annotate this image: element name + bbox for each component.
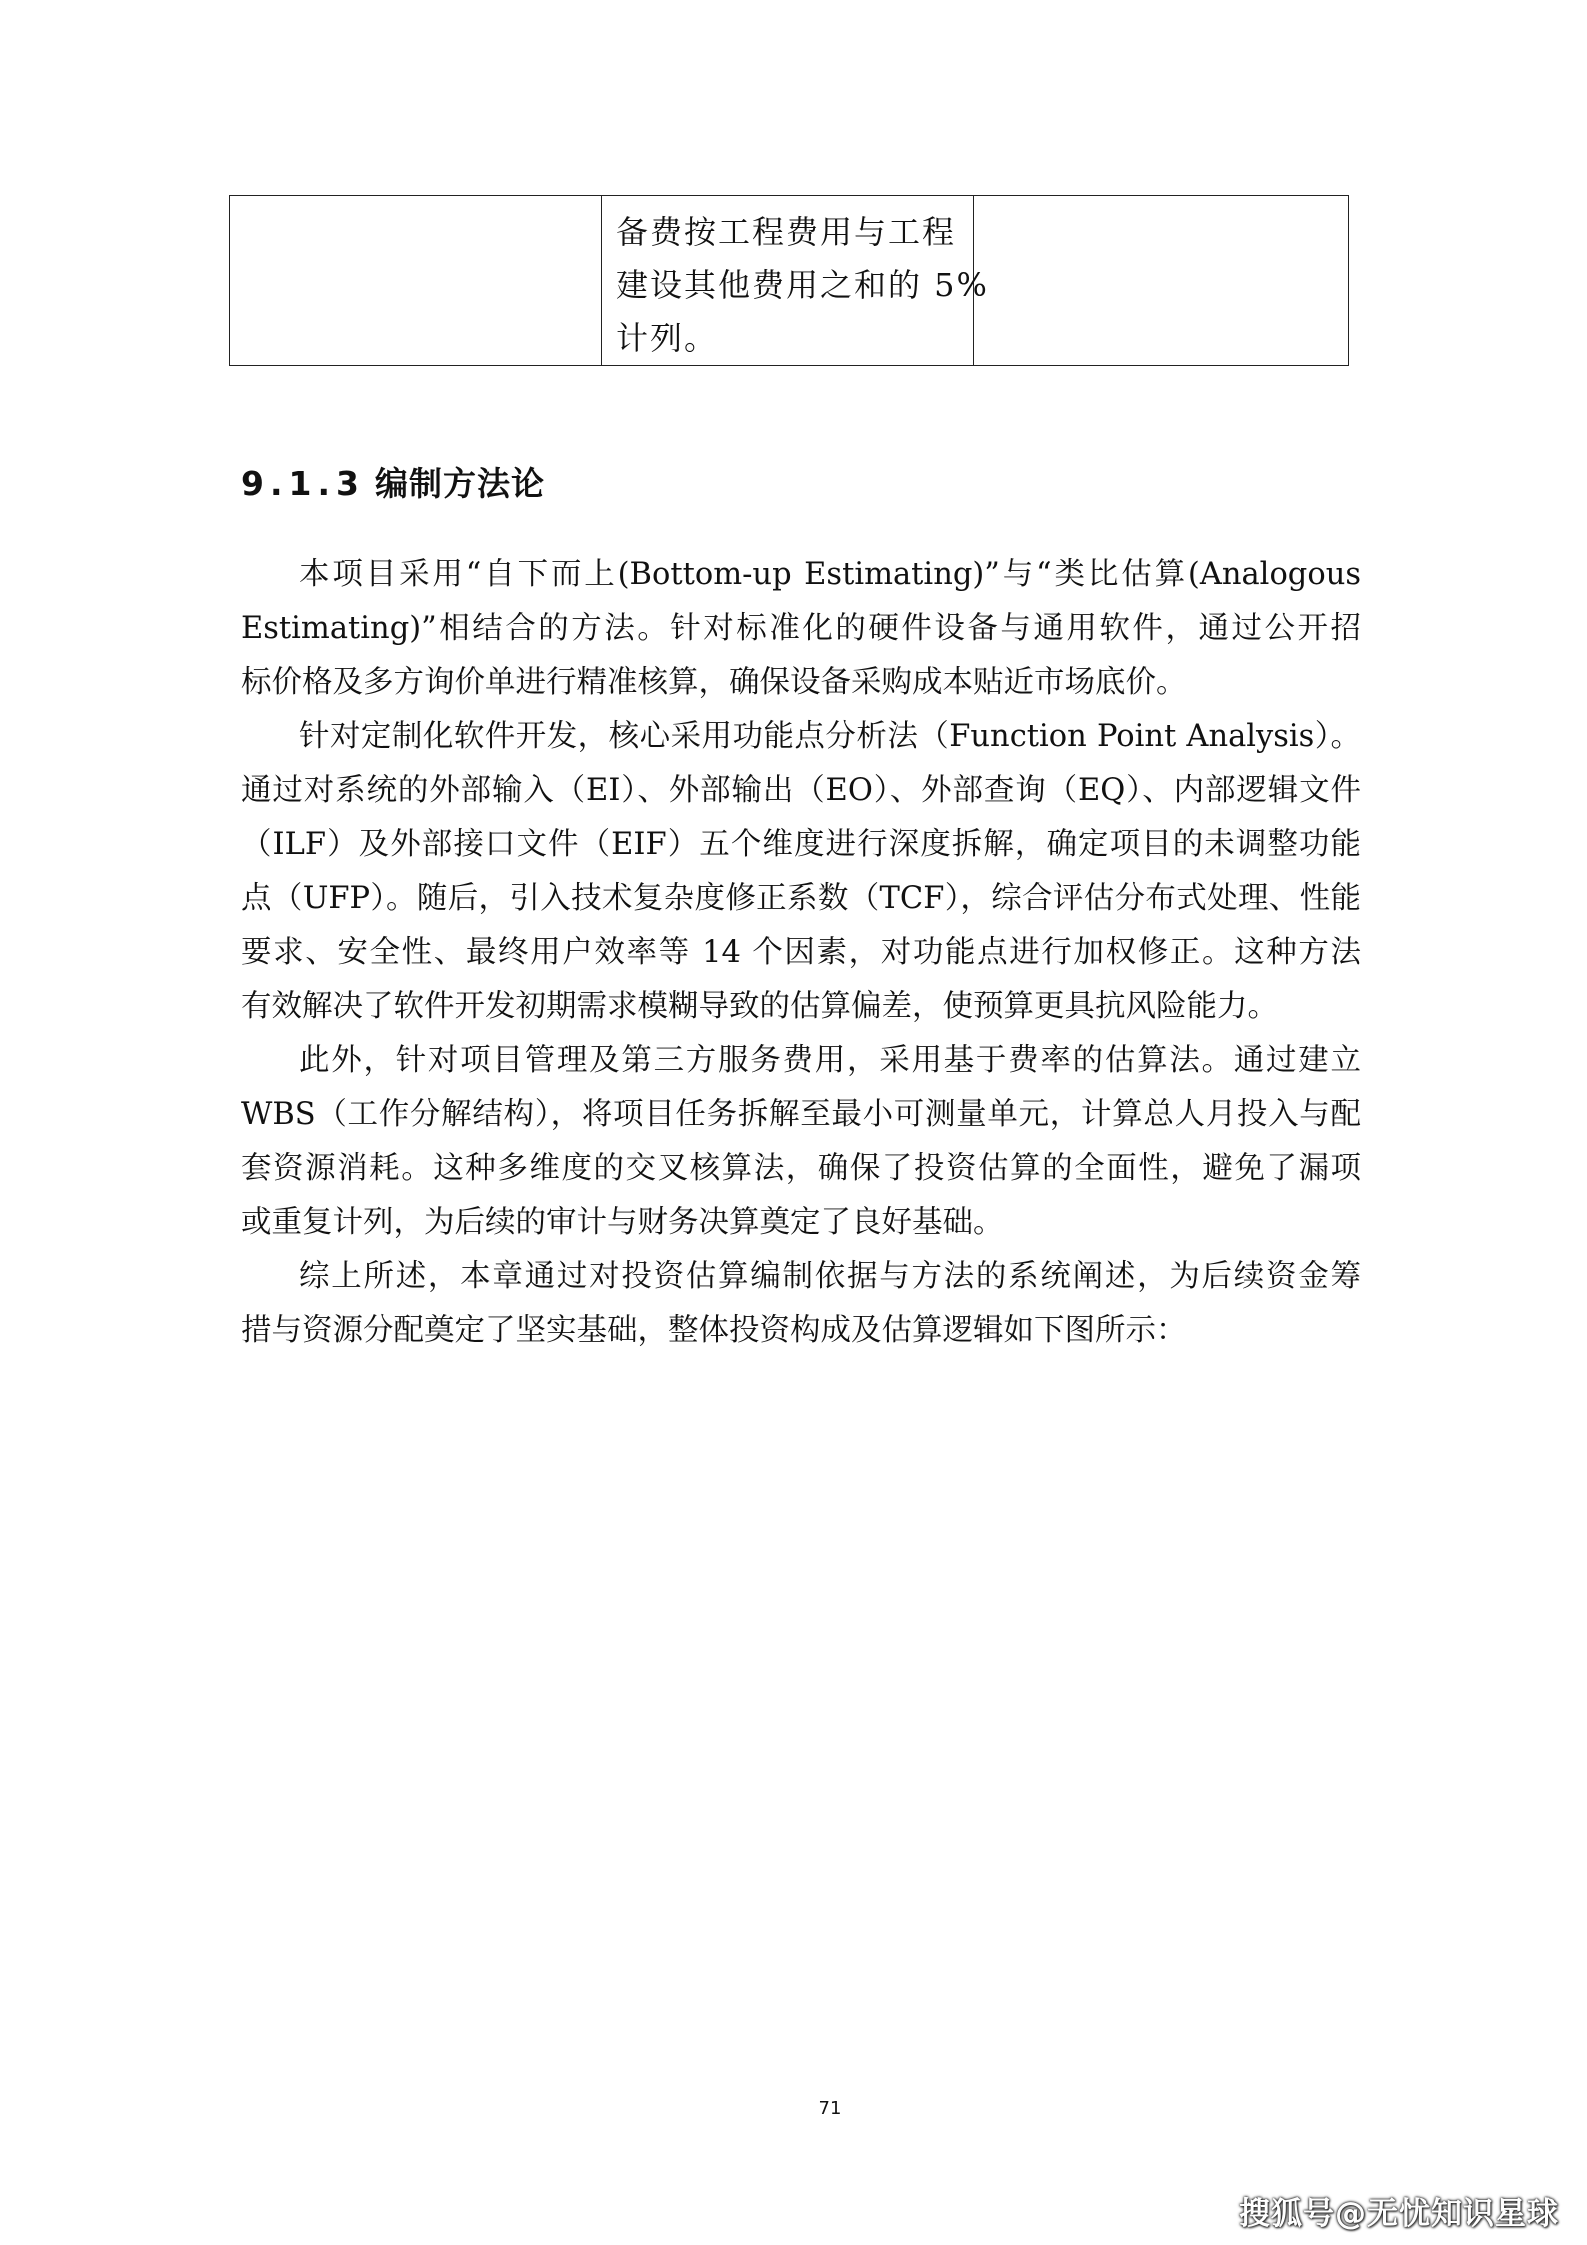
paragraph-line: 套资源消耗。这种多维度的交叉核算法，确保了投资估算的全面性，避免了漏项 [241,1151,1361,1186]
paragraph-line: 标价格及多方询价单进行精准核算，确保设备采购成本贴近市场底价。 [241,665,1187,700]
section-number: 9.1.3 [241,464,365,503]
paragraph-line: Estimating)”相结合的方法。针对标准化的硬件设备与通用软件，通过公开招 [241,611,1361,646]
paragraph-line: 点（UFP）。随后，引入技术复杂度修正系数（TCF），综合评估分布式处理、性能 [241,881,1361,916]
table-row [230,196,1349,366]
table-cell-line: 备费按工程费用与工程 [616,213,957,251]
body-text [241,548,1361,1358]
paragraph-line: 有效解决了软件开发初期需求模糊导致的估算偏差，使预算更具抗风险能力。 [241,989,1278,1024]
paragraph-line: 本项目采用“自下而上(Bottom-up Estimating)”与“类比估算(Analogous [299,557,1361,592]
paragraph-line: 针对定制化软件开发，核心采用功能点分析法（Function Point Analysis）。 [299,719,1361,754]
table-cell-3 [974,196,1349,366]
paragraph-line: 综上所述，本章通过对投资估算编制依据与方法的系统阐述，为后续资金筹 [299,1259,1361,1294]
table-cell-2 [602,196,989,366]
section-heading [241,458,545,505]
paragraph-line: 措与资源分配奠定了坚实基础，整体投资构成及估算逻辑如下图所示： [241,1313,1187,1348]
watermark: 搜狐号@无忧知识星球 [1239,2196,1559,2232]
paragraph-line: 此外，针对项目管理及第三方服务费用，采用基于费率的估算法。通过建立 [299,1043,1361,1078]
cost-table-fragment [229,195,1349,366]
paragraph-line: 要求、安全性、最终用户效率等 14 个因素，对功能点进行加权修正。这种方法 [241,935,1361,970]
paragraph-line: 通过对系统的外部输入（EI）、外部输出（EO）、外部查询（EQ）、内部逻辑文件 [241,773,1361,808]
table-cell-1 [230,196,602,366]
table-cell-line: 计列。 [616,319,719,357]
table-cell-text [602,196,989,365]
table-cell-line: 建设其他费用之和的 5% [616,266,989,304]
section-title: 编制方法论 [374,464,545,503]
paragraph-line: （ILF）及外部接口文件（EIF）五个维度进行深度拆解，确定项目的未调整功能 [241,827,1361,862]
paragraph-line: WBS（工作分解结构），将项目任务拆解至最小可测量单元，计算总人月投入与配 [241,1097,1361,1132]
page-number: 71 [818,2098,842,2119]
paragraph-line: 或重复计列，为后续的审计与财务决算奠定了良好基础。 [241,1205,1004,1240]
